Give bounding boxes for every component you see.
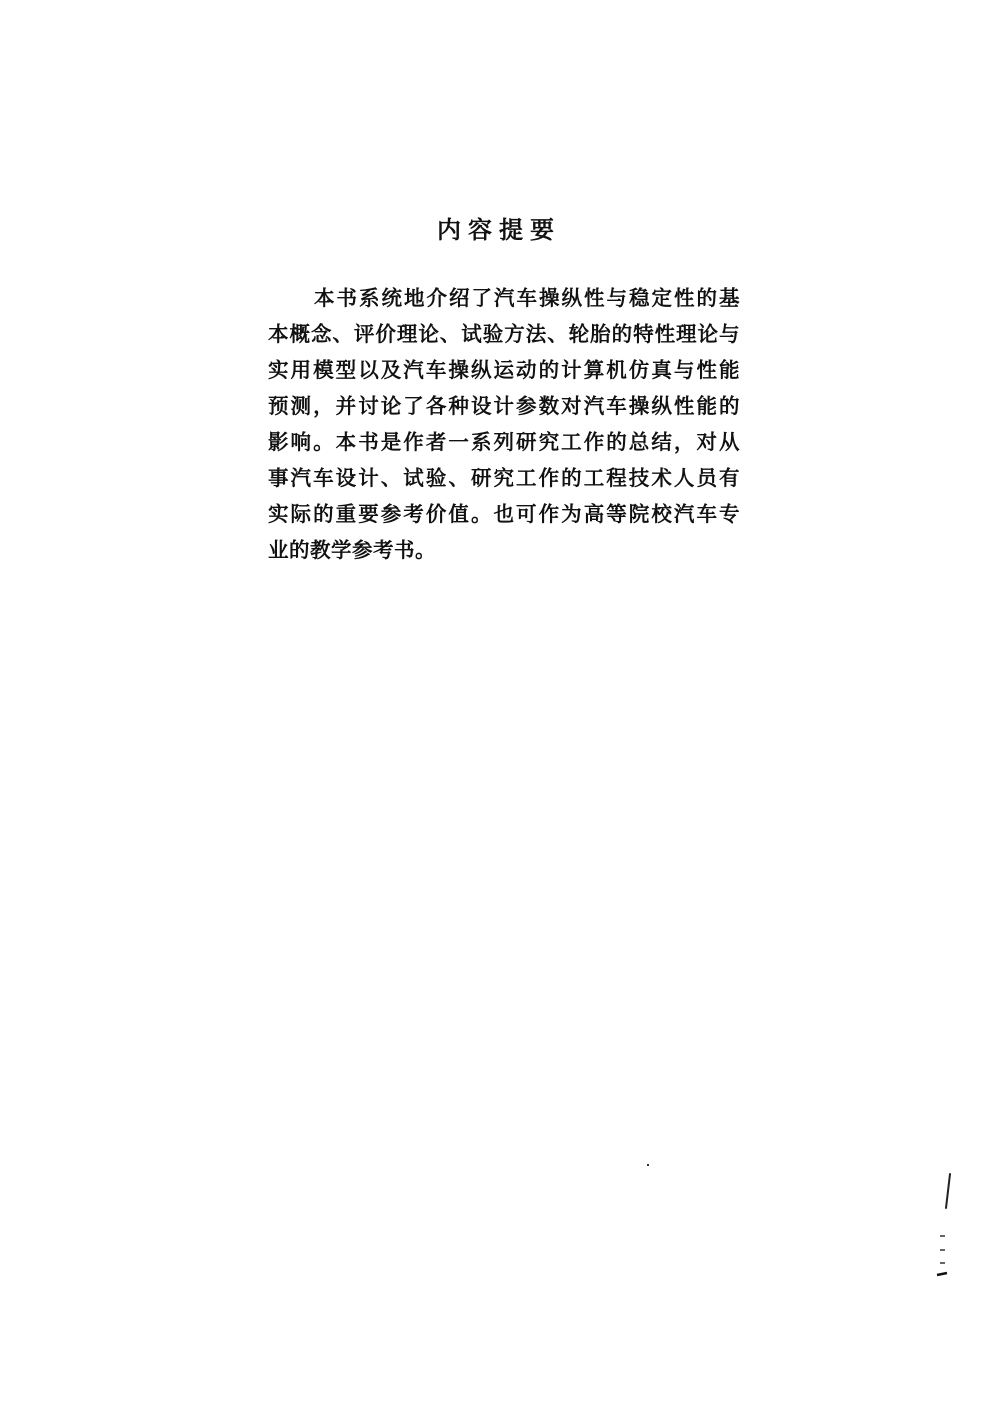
- abstract-line: 影响。本书是作者一系列研究工作的总结，对从: [268, 430, 740, 454]
- abstract-paragraph: [268, 280, 740, 568]
- abstract-line: 实用模型以及汽车操纵运动的计算机仿真与性能: [268, 358, 740, 382]
- page-title: 内容提要: [437, 216, 561, 244]
- abstract-line: 实际的重要参考价值。也可作为高等院校汽车专: [268, 502, 740, 526]
- abstract-line: 事汽车设计、试验、研究工作的工程技术人员有: [268, 466, 740, 490]
- margin-scan-marks: [928, 1170, 958, 1285]
- abstract-line: 业的教学参考书。: [268, 538, 436, 562]
- abstract-line: 本概念、评价理论、试验方法、轮胎的特性理论与: [268, 322, 740, 346]
- abstract-line: 预测，并讨论了各种设计参数对汽车操纵性能的: [268, 394, 740, 418]
- scan-speck: [647, 1164, 649, 1166]
- abstract-line: 本书系统地介绍了汽车操纵性与稳定性的基: [314, 286, 740, 310]
